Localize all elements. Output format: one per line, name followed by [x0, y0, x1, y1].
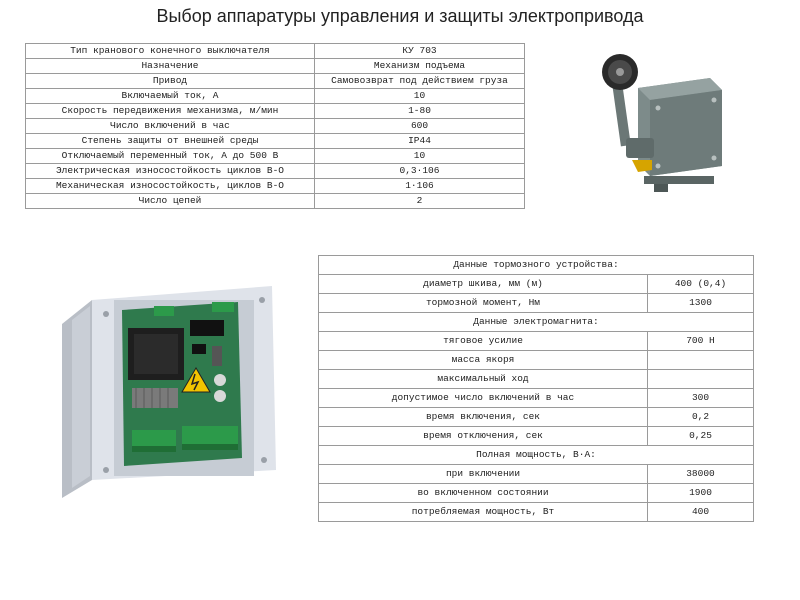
force-value: 700 Н: [648, 332, 754, 351]
table-row: [319, 332, 754, 351]
param-value: IP44: [315, 134, 525, 149]
stroke-label: максимальный ход: [319, 370, 648, 389]
table-row: [319, 465, 754, 484]
power-header: Полная мощность, В·А:: [319, 446, 754, 465]
power-on-label: при включении: [319, 465, 648, 484]
table-row: [319, 275, 754, 294]
switching-value: 300: [648, 389, 754, 408]
switching-label: допустимое число включений в час: [319, 389, 648, 408]
table-row: [26, 194, 525, 209]
param-label: Механическая износостойкость, циклов В-О: [26, 179, 315, 194]
brake-header-row: [319, 256, 754, 275]
param-value: 10: [315, 149, 525, 164]
brake-header: Данные тормозного устройства:: [319, 256, 754, 275]
stroke-value: [648, 370, 754, 389]
consumed-label: потребляемая мощность, Вт: [319, 503, 648, 522]
param-value: 1·106: [315, 179, 525, 194]
magnet-header: Данные электромагнита:: [319, 313, 754, 332]
param-label: Назначение: [26, 59, 315, 74]
power-hold-label: во включенном состоянии: [319, 484, 648, 503]
off-time-value: 0,25: [648, 427, 754, 446]
brake-data-table: [318, 255, 754, 522]
table-row: [319, 351, 754, 370]
table-row: [319, 294, 754, 313]
param-value: 1-80: [315, 104, 525, 119]
table-row: [26, 179, 525, 194]
table-row: [26, 89, 525, 104]
param-label: Тип кранового конечного выключателя: [26, 44, 315, 59]
param-label: Степень защиты от внешней среды: [26, 134, 315, 149]
param-value: Самовозврат под действием груза: [315, 74, 525, 89]
limit-switch-table: [25, 43, 525, 209]
power-header-row: [319, 446, 754, 465]
param-label: Скорость передвижения механизма, м/мин: [26, 104, 315, 119]
table-row: [26, 44, 525, 59]
table-row: [319, 389, 754, 408]
table-row: [26, 59, 525, 74]
page-title: Выбор аппаратуры управления и защиты электропривода: [156, 6, 644, 26]
param-value: КУ 703: [315, 44, 525, 59]
param-label: Отключаемый переменный ток, А до 500 В: [26, 149, 315, 164]
table-row: [26, 119, 525, 134]
armature-value: [648, 351, 754, 370]
on-time-label: время включения, сек: [319, 408, 648, 427]
param-value: 600: [315, 119, 525, 134]
table-row: [26, 164, 525, 179]
param-label: Привод: [26, 74, 315, 89]
table-row: [319, 408, 754, 427]
on-time-value: 0,2: [648, 408, 754, 427]
limit-switch-image: [602, 54, 722, 192]
param-label: Число включений в час: [26, 119, 315, 134]
param-value: 2: [315, 194, 525, 209]
limit-switch-photo: [598, 48, 730, 196]
power-on-value: 38000: [648, 465, 754, 484]
pulley-value: 400 (0,4): [648, 275, 754, 294]
armature-label: масса якоря: [319, 351, 648, 370]
consumed-value: 400: [648, 503, 754, 522]
param-value: 0,3·106: [315, 164, 525, 179]
param-label: Число цепей: [26, 194, 315, 209]
table-row: [26, 104, 525, 119]
table-row: [26, 74, 525, 89]
table-row: [319, 427, 754, 446]
off-time-label: время отключения, сек: [319, 427, 648, 446]
param-value: 10: [315, 89, 525, 104]
table-row: [319, 503, 754, 522]
table-row: [26, 134, 525, 149]
torque-label: тормозной момент, Нм: [319, 294, 648, 313]
pulley-label: диаметр шкива, мм (м): [319, 275, 648, 294]
table-row: [319, 370, 754, 389]
power-hold-value: 1900: [648, 484, 754, 503]
magnet-header-row: [319, 313, 754, 332]
controller-image: [62, 286, 276, 498]
controller-photo: [62, 280, 282, 498]
param-label: Включаемый ток, А: [26, 89, 315, 104]
table-row: [26, 149, 525, 164]
torque-value: 1300: [648, 294, 754, 313]
force-label: тяговое усилие: [319, 332, 648, 351]
param-label: Электрическая износостойкость циклов В-О: [26, 164, 315, 179]
param-value: Механизм подъема: [315, 59, 525, 74]
table-row: [319, 484, 754, 503]
